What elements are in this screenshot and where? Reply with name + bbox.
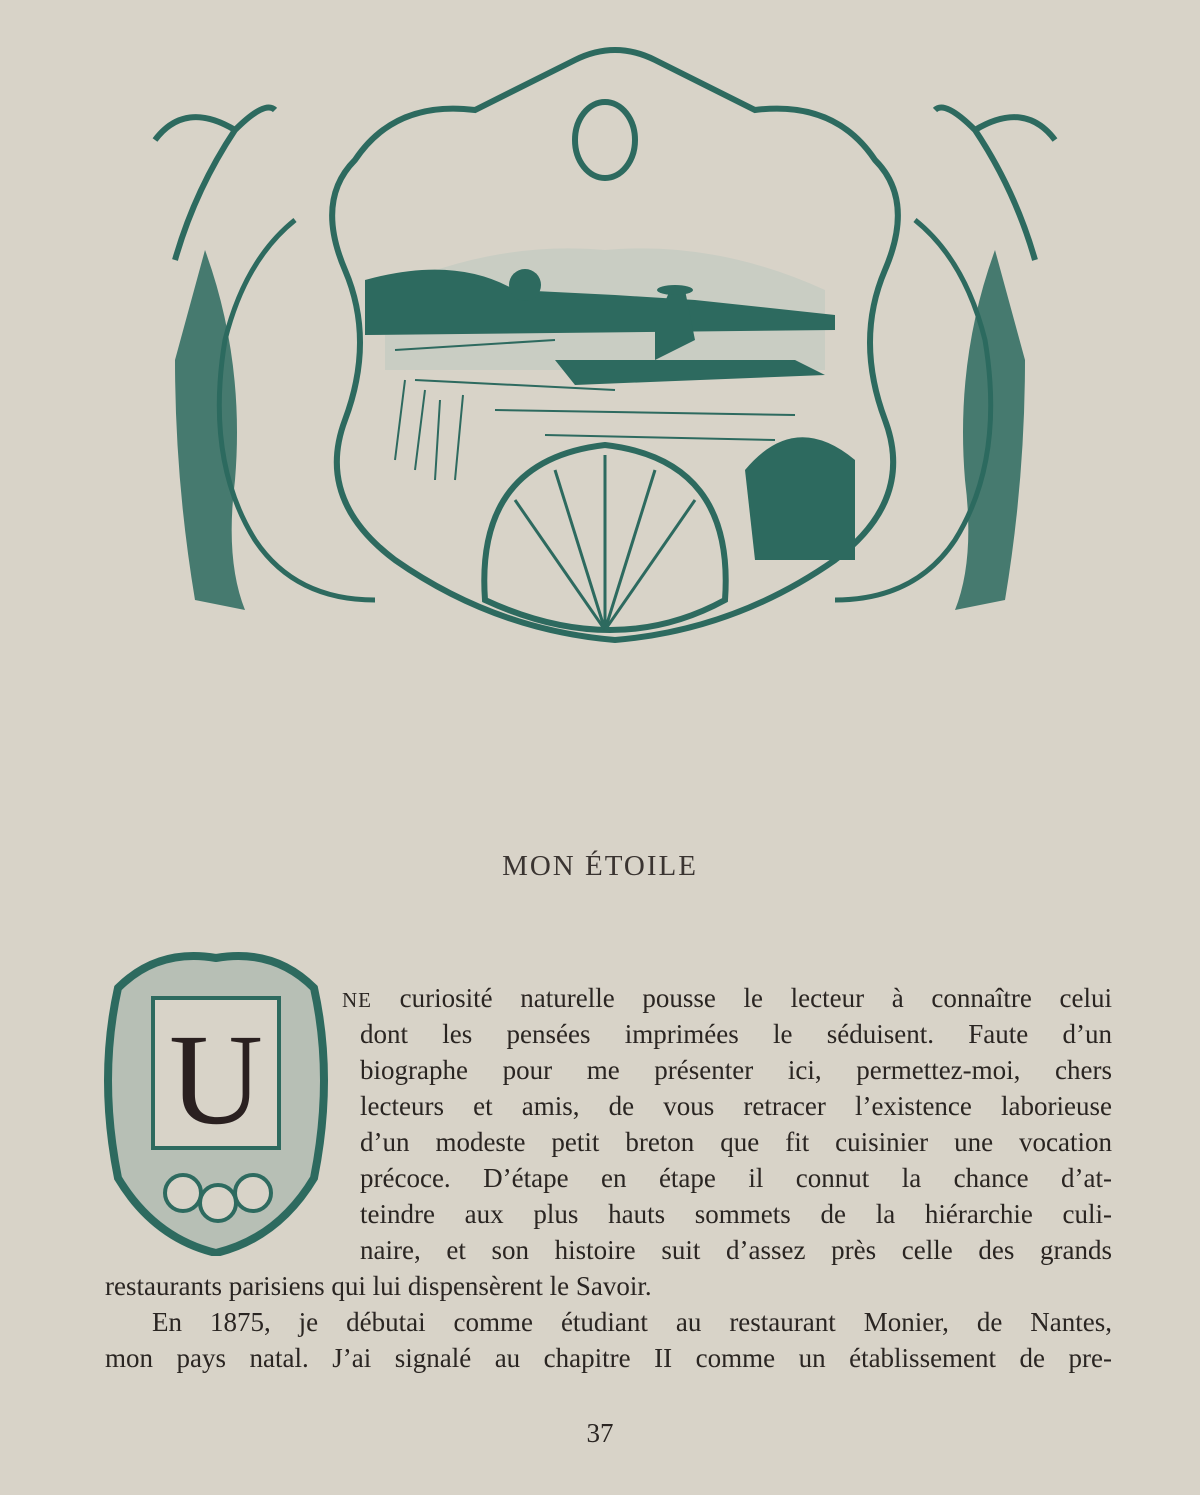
drop-cap-letter: U (169, 1008, 263, 1152)
text-line: mon pays natal. J’ai signalé au chapitre II comme un établissement de pre- (105, 1343, 1112, 1373)
text-line: restaurants parisiens qui lui dispensèrent le Savoir. (105, 1271, 652, 1301)
text-line: En 1875, je débutai comme étudiant au restaurant Monier, de Nantes, (152, 1307, 1112, 1337)
text-line: naire, et son histoire suit d’assez près celle des grands (360, 1235, 1112, 1265)
text-line: teindre aux plus hauts sommets de la hiérarchie culi- (360, 1199, 1112, 1229)
headpiece-illustration (95, 40, 1115, 660)
text-line: d’un modeste petit breton que fit cuisinier une vocation (360, 1127, 1112, 1157)
drop-cap-ornament (98, 938, 334, 1256)
text-line: lecteurs et amis, de vous retracer l’existence laborieuse (360, 1091, 1112, 1121)
text-line: dont les pensées imprimées le séduisent. Faute d’un (360, 1019, 1112, 1049)
chapter-title: MON ÉTOILE (502, 850, 698, 882)
text-line: NE curiosité naturelle pousse le lecteur à connaître celui (342, 983, 1112, 1013)
text-line: précoce. D’étape en étape il connut la chance d’at- (360, 1163, 1112, 1193)
page-number: 37 (586, 1418, 614, 1448)
text-line: biographe pour me présenter ici, permettez-moi, chers (360, 1055, 1112, 1085)
